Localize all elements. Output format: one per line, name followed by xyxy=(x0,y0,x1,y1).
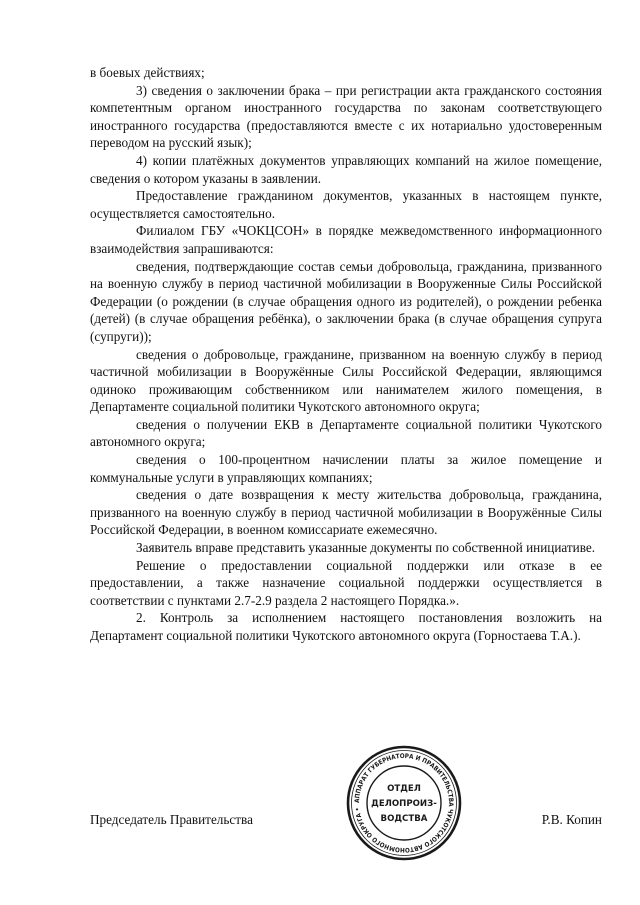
paragraph: 2. Контроль за исполнением настоящего постановления возложить на Департамент социальной политики Чукотского автономного округа (Горностаева Т.А.). xyxy=(90,610,602,643)
stamp-seal-graphic xyxy=(345,744,463,862)
stamp-ring-text: АППАРАТ ГУБЕРНАТОРА И ПРАВИТЕЛЬСТВА ЧУКОТСКОГО АВТОНОМНОГО ОКРУГА • xyxy=(352,751,456,855)
paragraph: сведения о получении ЕКВ в Департаменте социальной политики Чукотского автономного округа; xyxy=(90,416,602,450)
paragraph: Решение о предоставлении социальной поддержки или отказе в ее предоставлении, а также назначение социальной поддержки осуществляется в соответствии с пунктами 2.7-2.9 раздела 2 настоящего Порядка.». xyxy=(90,557,602,608)
stamp-center-line: ВОДСТВА xyxy=(380,814,428,824)
paragraph: 3) сведения о заключении брака – при регистрации акта гражданского состояния компетентным органом иностранного государства по законам соответствующего иностранного государства (предоставляются вместе с их нотариально удостоверенным переводом на русский язык); xyxy=(90,82,602,151)
paragraph: Филиалом ГБУ «ЧОКЦСОН» в порядке межведомственного информационного взаимодействия запрашиваются: xyxy=(90,223,602,256)
stamp-center-line: ДЕЛОПРОИЗ- xyxy=(371,799,437,809)
signatory-position: Председатель Правительства xyxy=(90,812,253,827)
official-stamp xyxy=(345,744,463,862)
paragraph: Заявитель вправе представить указанные документы по собственной инициативе. xyxy=(136,540,596,556)
paragraph: сведения о дате возвращения к месту жительства добровольца, гражданина, призванного на военную службу в период частичной мобилизации в Вооружённые Силы Российской Федерации, в военном комиссариате ежемесячно. xyxy=(90,487,602,538)
stamp-center-line: ОТДЕЛ xyxy=(387,784,421,794)
paragraph: в боевых действиях; xyxy=(90,65,205,80)
paragraph: сведения о 100-процентном начислении платы за жилое помещение и коммунальные услуги в управляющих компаниях; xyxy=(90,452,602,485)
paragraph: сведения, подтверждающие состав семьи добровольца, гражданина, призванного на военную службу в период частичной мобилизации в Вооруженные Силы Российской Федерации (о рождении (в случае обращения одного из родителей), о рождении ребенка (детей) (в случае обращения ребёнка), о заключении брака (в случае обращения супруга (супруги)); xyxy=(90,258,602,344)
signatory-name: Р.В. Копин xyxy=(541,812,602,827)
paragraph: Предоставление гражданином документов, указанных в настоящем пункте, осуществляется самостоятельно. xyxy=(90,188,602,221)
paragraph: сведения о добровольце, гражданине, призванном на военную службу в период частичной мобилизации в Вооружённые Силы Российской Федерации, являющимся одиноко проживающим собственником или нанимателем жилого помещения, в Департаменте социальной политики Чукотского автономного округа; xyxy=(90,346,602,415)
document-body xyxy=(90,64,602,645)
paragraph: 4) копии платёжных документов управляющих компаний на жилое помещение, сведения о котором указаны в заявлении. xyxy=(90,152,602,186)
